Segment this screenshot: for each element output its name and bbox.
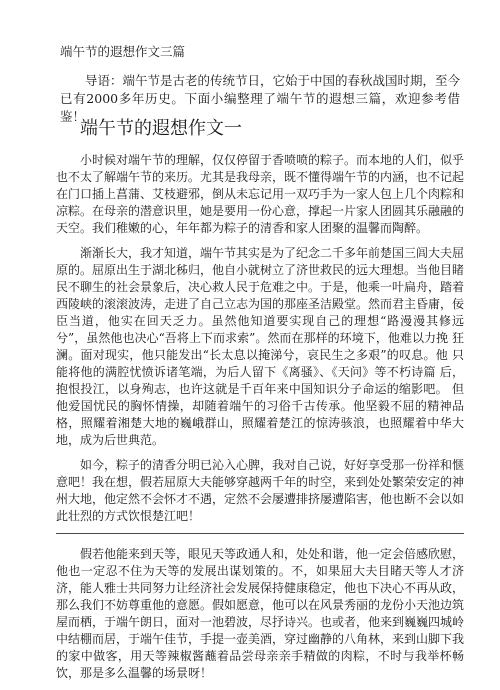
section-divider [56,533,464,534]
paragraph-3: 如今，粽子的清香分明已沁入心脾，我对自己说，好好享受那一份祥和惬 意吧！我在想，假若屈原大夫能够穿越两千年的时空，来到处处繁荣安定的神 州大地，他定然不会怀才不遇，定然不会屡遭排挤屡遭陷害，他也断不会以如 此壮烈的方式饮恨楚江吧！ [56,458,465,523]
paragraph-4: 假若他能来到天等，眼见天等政通人和，处处和谐，他一定会倍感欣慰， 他也一定忍不住为天等的发展出谋划策的。不，如果屈大夫目睹天等人才济 济，能人雅士共同努力让经济社会发展保持健康稳定，他也下决心不再从政， 那么我们不妨尊重他的意愿。假如愿意，他可以在风景秀丽的龙份小天池边筑 屋而栖，于端午朗日，面对一池碧波，尽抒诗兴。也或者，他来到巍巍四城岭 中结棚而居，于端午佳节，手提一壶美酒，穿过幽静的八角林，来到山脚下我 的家中做客，用天等辣椒酱蘸着品尝母亲亲手精做的肉粽，不时与我举杯畅 饮，那是多么温馨的场景呀！ [56,547,465,680]
document-title: 端午节的遐想作文三篇 [60,44,186,59]
essay-body [56,152,464,690]
section-heading: 端午节的遐想作文一 [80,118,242,139]
paragraph-1: 小时候对端午节的理解，仅仅停留于香喷喷的粽子。而本地的人们，似乎 也不太了解端午节的来历。尤其是我母亲，既不懂得端午节的内涵，也不记起 在门口插上菖蒲、艾枝避邪，倒从未忘记用一双巧手为一家人包上几个肉粽和 凉粽。在母亲的潜意识里，她是要用一份心意，撑起一片家人团圆其乐融融的 天空。我们稚嫩的心，年年都为粽子的清香和家人团聚的温馨而陶醉。 [56,153,465,235]
paragraph-2: 渐渐长大，我才知道，端午节其实是为了纪念二千多年前楚国三闾大夫屈 原的。屈原出生于湖北秭归，他自小就树立了济世救民的远大理想。当他目睹 民不聊生的社会景象后，决心救人民于危难之中。于是，他乘一叶扁舟，踏着 西陵峡的滚滚波涛，走进了自己立志为国的那座圣洁殿堂。然而君主昏庸，佞 臣当道，他实在回天乏力。虽然他知道要实现自己的理想“路漫漫其修远 兮”，虽然他也决心“吾将上下而求索”。然而在那样的环境下，他难以力挽 狂澜。面对现实，他只能发出“长太息以掩涕兮，哀民生之多艰”的叹息。他 只能将他的满腔忧愤诉诸笔端，为后人留下《离骚》、《天问》等不朽诗篇 后，抱恨投江，以身殉志，也许这就是千百年来中国知识分子命运的缩影吧。 但他爱国忧民的胸怀情操，却随着端午的习俗千古传承。他坚毅不屈的精神品 格，照耀着湘楚大地的巍峨群山，照耀着楚江的惊涛骇浪，也照耀着中华大 地，成为后世典范。 [56,246,465,447]
intro-paragraph: 导语：端午节是古老的传统节日，它始于中国的春秋战国时期，至今已有2000多年历史。下面小编整理了端午节的遐想三篇，欢迎参考借鉴！ [60,73,461,124]
